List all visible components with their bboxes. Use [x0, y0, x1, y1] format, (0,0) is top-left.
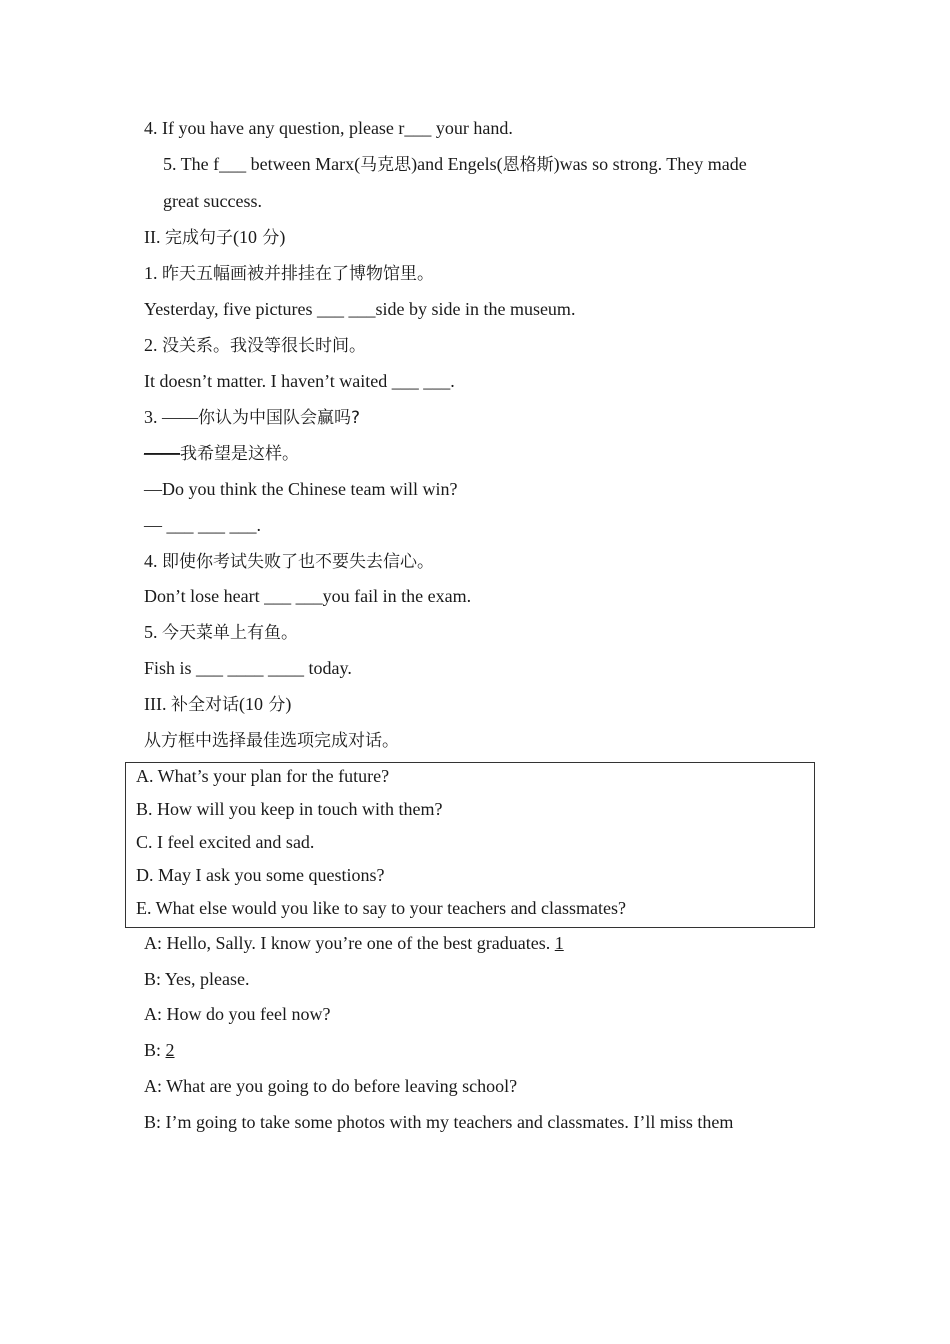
question-4-en: Don’t lose heart ___ ___you fail in the exam.: [144, 586, 472, 606]
question-1-cn: 1. 昨天五幅画被并排挂在了博物馆里。: [144, 263, 434, 284]
exercise-item-5: 5. The f___ between Marx(马克思)and Engels(恩格斯)was so strong. They made: [163, 154, 747, 175]
dialogue-line-4: B: 2: [144, 1040, 175, 1060]
option-b: B. How will you keep in touch with them?: [136, 799, 443, 819]
question-5-cn: 5. 今天菜单上有鱼。: [144, 622, 298, 643]
question-2-cn: 2. 没关系。我没等很长时间。: [144, 335, 366, 356]
question-1-en: Yesterday, five pictures ___ ___side by side in the museum.: [144, 299, 576, 319]
option-c: C. I feel excited and sad.: [136, 832, 315, 852]
option-d: D. May I ask you some questions?: [136, 865, 385, 885]
blank-1[interactable]: 1: [554, 933, 564, 953]
dialogue-line-5: A: What are you going to do before leaving school?: [144, 1076, 518, 1096]
question-3-en-1: —Do you think the Chinese team will win?: [144, 479, 458, 499]
option-e: E. What else would you like to say to your teachers and classmates?: [136, 898, 627, 918]
section-3-title: III. 补全对话(10 分): [144, 694, 292, 715]
exercise-item-5-cont: great success.: [163, 191, 262, 211]
section-2-title: II. 完成句子(10 分): [144, 227, 286, 248]
question-3-en-2: — ___ ___ ___.: [144, 515, 261, 535]
dialogue-line-6: B: I’m going to take some photos with my teachers and classmates. I’ll miss them: [144, 1112, 734, 1132]
question-5-en: Fish is ___ ____ ____ today.: [144, 658, 352, 678]
section-3-instruction: 从方框中选择最佳选项完成对话。: [144, 731, 399, 751]
dialogue-line-2: B: Yes, please.: [144, 969, 250, 989]
options-box: [125, 762, 815, 928]
question-4-cn: 4. 即使你考试失败了也不要失去信心。: [144, 551, 434, 572]
dialogue-line-3: A: How do you feel now?: [144, 1004, 331, 1024]
exercise-item-4: 4. If you have any question, please r___ your hand.: [144, 118, 513, 138]
question-2-en: It doesn’t matter. I haven’t waited ___ ___.: [144, 371, 455, 391]
dialogue-line-1: A: Hello, Sally. I know you’re one of the best graduates. 1: [144, 933, 564, 953]
blank-2[interactable]: 2: [165, 1040, 175, 1060]
option-a: A. What’s your plan for the future?: [136, 766, 390, 786]
question-3-cn-reply: ——我希望是这样。: [144, 443, 299, 464]
question-3-cn: 3. ——你认为中国队会赢吗?: [144, 407, 361, 428]
